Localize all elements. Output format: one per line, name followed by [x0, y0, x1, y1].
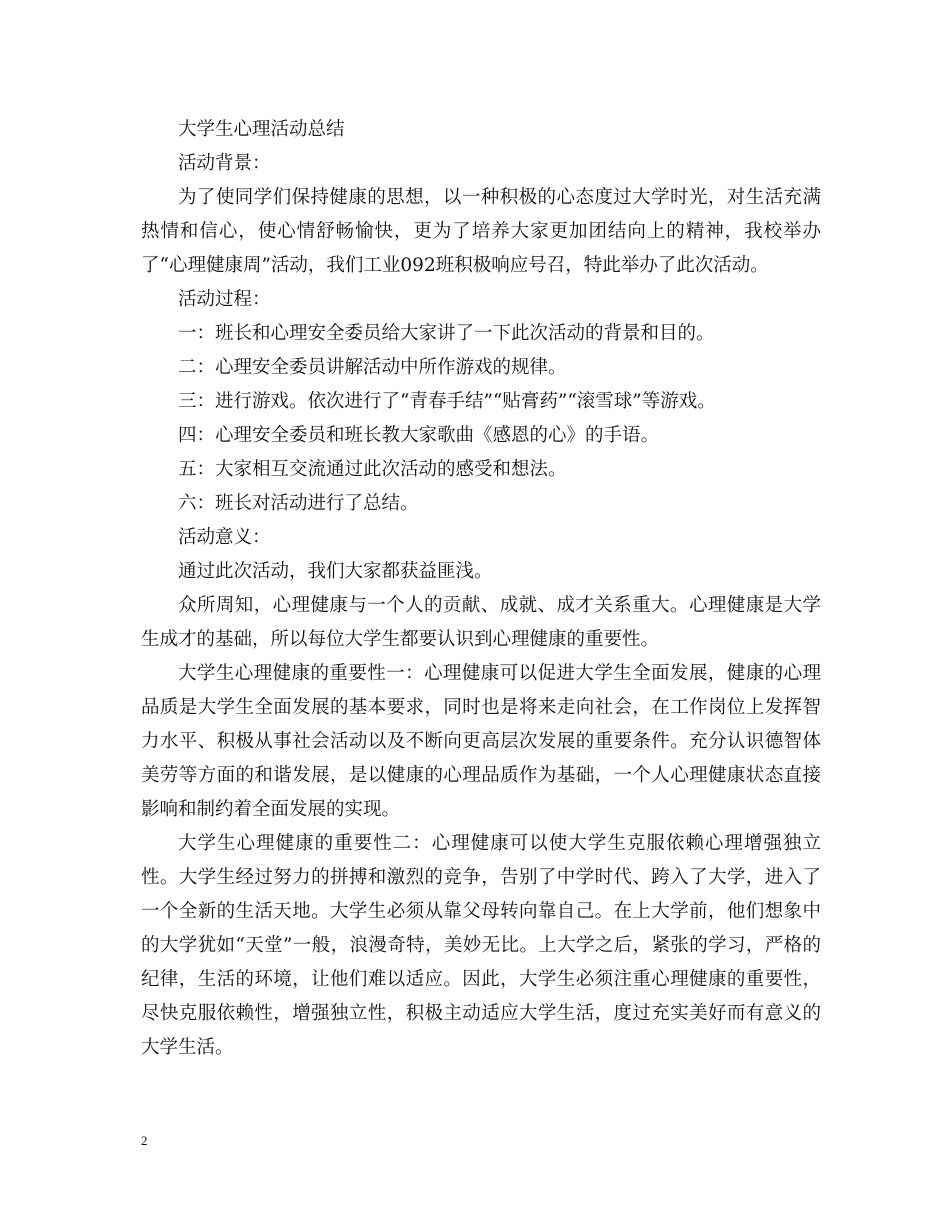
process-step-1: 一：班长和心理安全委员给大家讲了一下此次活动的背景和目的。 — [178, 323, 715, 344]
paragraph-background: 为了使同学们保持健康的思想，以一种积极的心态度过大学时光，对生活充满热情和信心，使心情舒畅愉快，更为了培养大家更加团结向上的精神，我校举办了“心理健康周”活动，我们工业092班积极响应号召，特此举办了此次活动。 — [141, 187, 821, 276]
process-step-3: 三：进行游戏。依次进行了“青春手结”“贴膏药”“滚雪球”等游戏。 — [178, 391, 716, 412]
process-step-5: 五：大家相互交流通过此次活动的感受和想法。 — [178, 459, 567, 480]
process-step-4: 四：心理安全委员和班长教大家歌曲《感恩的心》的手语。 — [178, 425, 660, 446]
section-heading-background: 活动背景： — [178, 153, 271, 174]
document-title: 大学生心理活动总结 — [178, 119, 345, 140]
page-number: 2 — [141, 1133, 148, 1148]
paragraph-importance-two: 大学生心理健康的重要性二：心理健康可以使大学生克服依赖心理增强独立性。大学生经过努力的拼搏和激烈的竞争，告别了中学时代、跨入了大学，进入了一个全新的生活天地。大学生必须从靠父母转向靠自己。在上大学前，他们想象中的大学犹如“天堂”一般，浪漫奇特，美妙无比。上大学之后，紧张的学习，严格的纪律，生活的环境，让他们难以适应。因此，大学生必须注重心理健康的重要性，尽快克服依赖性，增强独立性，积极主动适应大学生活，度过充实美好而有意义的大学生活。 — [141, 833, 821, 1058]
paragraph-gain: 通过此次活动，我们大家都获益匪浅。 — [178, 561, 493, 582]
paragraph-mental-health-intro: 众所周知，心理健康与一个人的贡献、成就、成才关系重大。心理健康是大学生成才的基础，所以每位大学生都要认识到心理健康的重要性。 — [141, 595, 821, 650]
paragraph-importance-one: 大学生心理健康的重要性一：心理健康可以促进大学生全面发展，健康的心理品质是大学生全面发展的基本要求，同时也是将来走向社会，在工作岗位上发挥智力水平、积极从事社会活动以及不断向更高层次发展的重要条件。充分认识德智体美劳等方面的和谐发展，是以健康的心理品质作为基础，一个人心理健康状态直接影响和制约着全面发展的实现。 — [141, 663, 821, 820]
document-body — [141, 113, 821, 1065]
process-step-6: 六：班长对活动进行了总结。 — [178, 493, 419, 514]
process-step-2: 二：心理安全委员讲解活动中所作游戏的规律。 — [178, 357, 567, 378]
section-heading-significance: 活动意义： — [178, 527, 271, 548]
section-heading-process: 活动过程： — [178, 289, 271, 310]
